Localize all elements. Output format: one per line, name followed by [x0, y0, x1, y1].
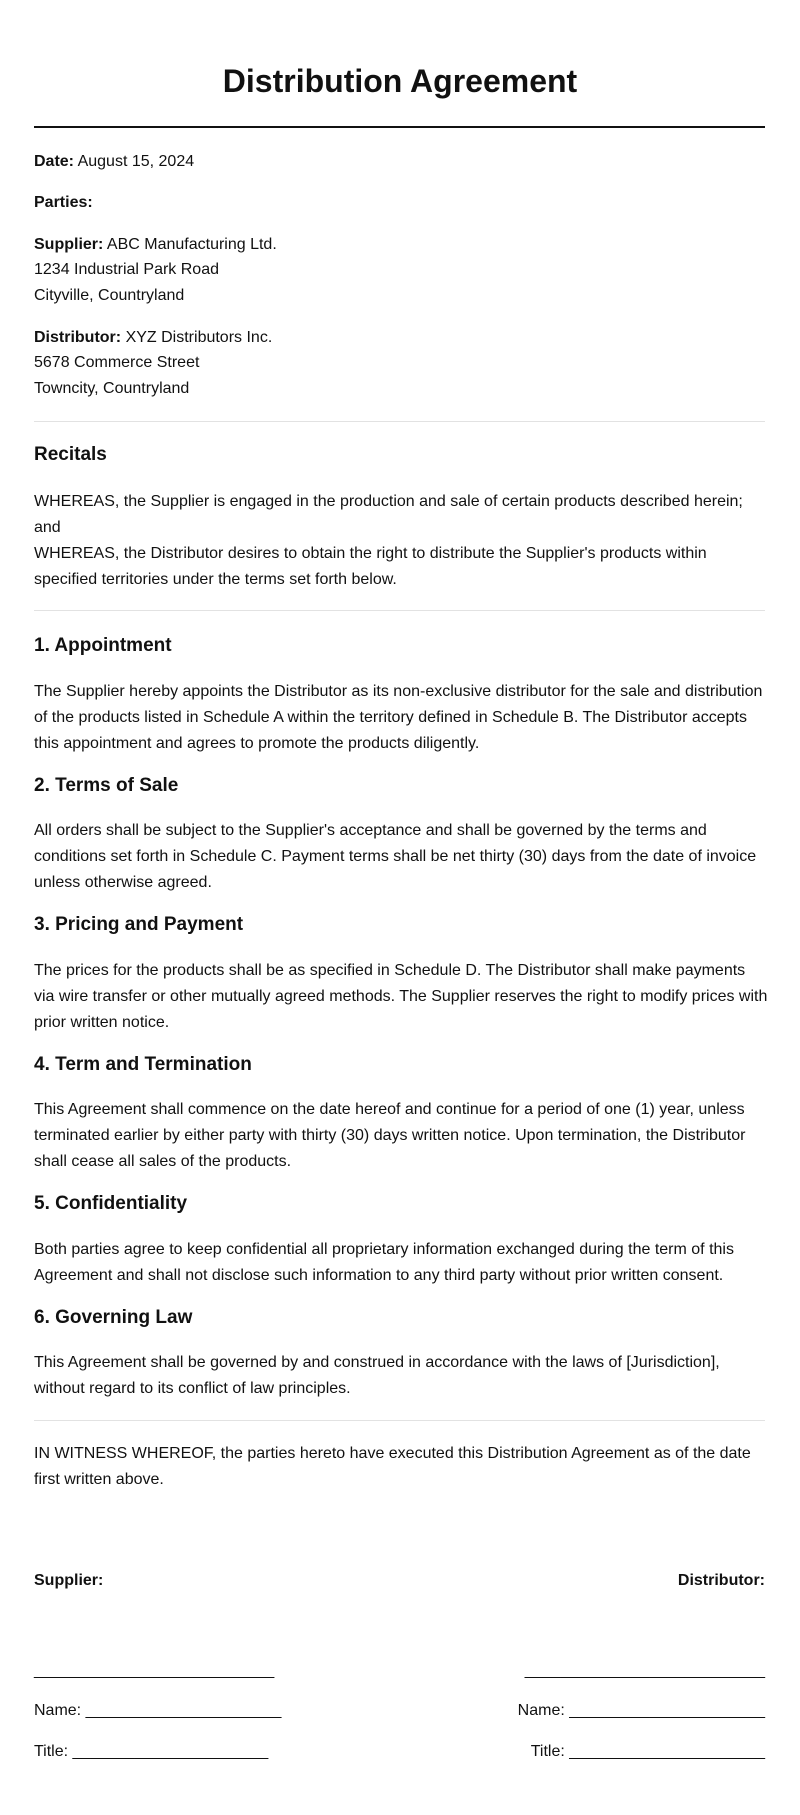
supplier-label: Supplier: [34, 236, 104, 253]
supplier-signature-line[interactable]: ___________________________ [34, 1662, 275, 1679]
supplier-name: ABC Manufacturing Ltd. [106, 236, 277, 253]
supplier-address-line2: Cityville, Countryland [34, 287, 185, 304]
recitals-heading: Recitals [34, 444, 107, 465]
section-divider [34, 610, 765, 611]
distributor-signature-heading: Distributor: [677, 1572, 765, 1589]
distributor-address-line1: 5678 Commerce Street [34, 354, 200, 371]
distributor-signature-line[interactable]: ___________________________ [524, 1662, 765, 1679]
section-heading-terms-of-sale: 2. Terms of Sale [34, 775, 179, 796]
parties-label [34, 193, 93, 213]
supplier-signature-heading: Supplier: [34, 1572, 104, 1589]
distributor-address-line2: Towncity, Countryland [34, 380, 190, 397]
distributor-name-line[interactable]: Name: ______________________ [517, 1702, 765, 1719]
section-text-terms-of-sale: All orders shall be subject to the Supplier's acceptance and shall be governed by the terms and conditions set forth in Schedule C. Payment terms shall be net thirty (30) days from the date of invoice unless otherwise agreed. [34, 822, 757, 891]
distributor-name-line [34, 328, 272, 348]
section-text-term-termination: This Agreement shall commence on the date hereof and continue for a period of one (1) year, unless terminated earlier by either party with thirty (30) days written notice. Upon termination, the Distributor shall cease all sales of the products. [34, 1101, 746, 1170]
recitals-text: WHEREAS, the Supplier is engaged in the production and sale of certain products described herein; and WHEREAS, the Distributor desires to obtain the right to distribute the Supplier's products within specified territories under the terms set forth below. [34, 493, 743, 588]
section-text-appointment: The Supplier hereby appoints the Distributor as its non-exclusive distributor for the sale and distribution of the products listed in Schedule A within the territory defined in Schedule B. The Distributor accepts this appointment and agrees to promote the products diligently. [34, 683, 763, 752]
supplier-name-line [34, 235, 277, 255]
parties-label-text: Parties: [34, 194, 93, 211]
document-title: Distribution Agreement [222, 63, 578, 99]
section-text-pricing-payment: The prices for the products shall be as specified in Schedule D. The Distributor shall make payments via wire transfer or other mutually agreed methods. The Supplier reserves the right to modify prices with prior written notice. [34, 962, 768, 1031]
distributor-label: Distributor: [34, 329, 122, 346]
section-divider [34, 421, 765, 422]
date-label: Date: [34, 153, 75, 170]
section-heading-appointment: 1. Appointment [34, 635, 172, 656]
section-heading-confidentiality: 5. Confidentiality [34, 1193, 188, 1214]
date-value: August 15, 2024 [77, 153, 195, 170]
distributor-name: XYZ Distributors Inc. [125, 329, 273, 346]
section-divider [34, 1420, 765, 1421]
date-line [34, 152, 194, 172]
title-divider [34, 126, 765, 128]
witness-text: IN WITNESS WHEREOF, the parties hereto have executed this Distribution Agreement as of the date first written above. [34, 1445, 751, 1488]
section-text-governing-law: This Agreement shall be governed by and construed in accordance with the laws of [Jurisdiction], without regard to its conflict of law principles. [34, 1354, 720, 1397]
distributor-title-line[interactable]: Title: ______________________ [530, 1743, 765, 1760]
section-heading-pricing-payment: 3. Pricing and Payment [34, 914, 244, 935]
supplier-address-line1: 1234 Industrial Park Road [34, 261, 219, 278]
section-heading-governing-law: 6. Governing Law [34, 1307, 193, 1328]
section-heading-term-termination: 4. Term and Termination [34, 1054, 252, 1075]
section-text-confidentiality: Both parties agree to keep confidential all proprietary information exchanged during the term of this Agreement and shall not disclose such information to any third party without prior written consent. [34, 1241, 734, 1284]
supplier-name-line[interactable]: Name: ______________________ [34, 1702, 282, 1719]
supplier-title-line[interactable]: Title: ______________________ [34, 1743, 269, 1760]
